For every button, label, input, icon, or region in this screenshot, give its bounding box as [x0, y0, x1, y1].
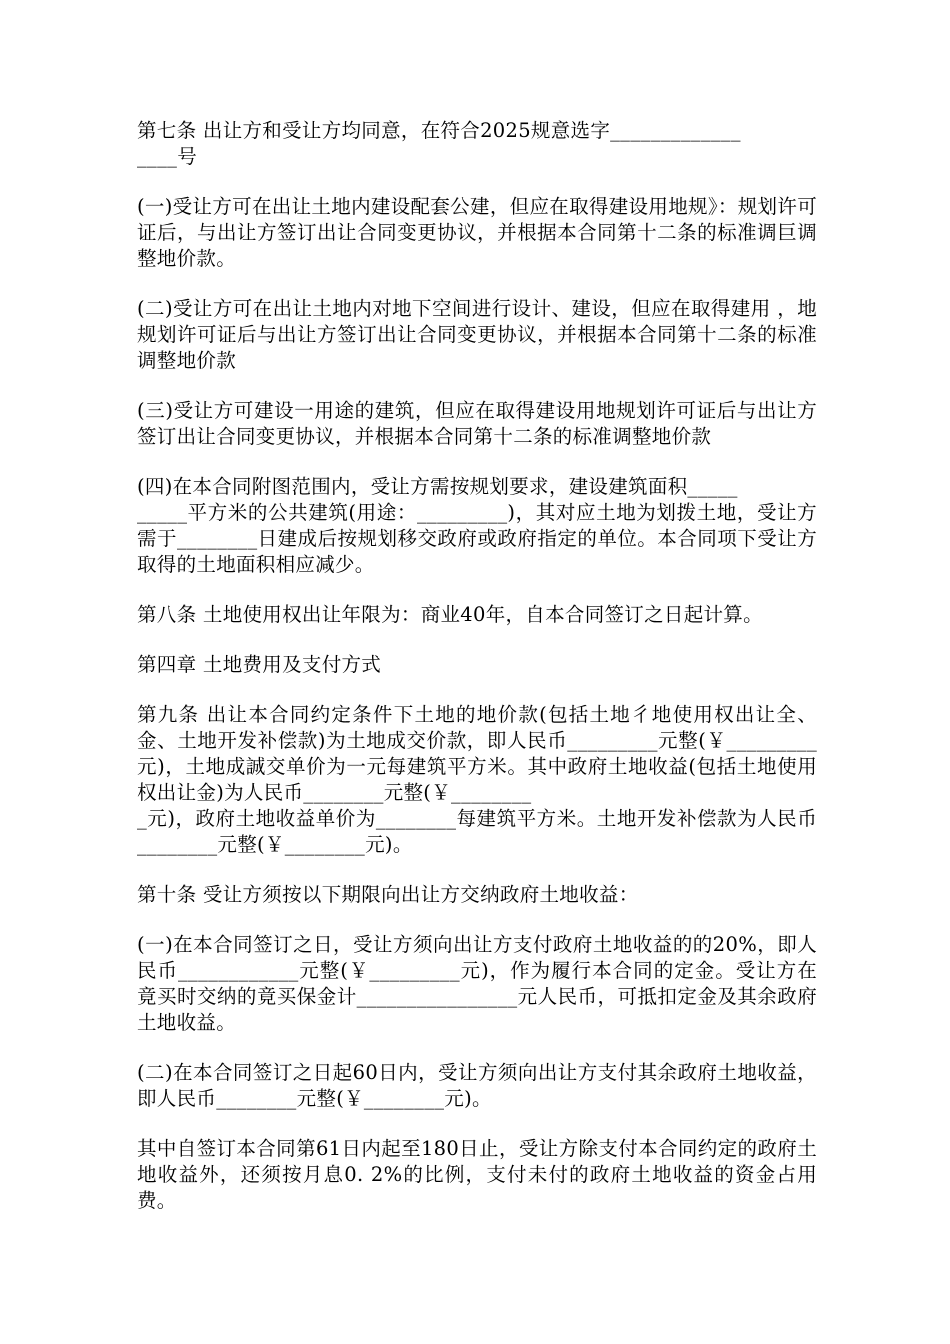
article-10-item-1: (一)在本合同签订之日，受让方须向出让方支付政府土地收益的的20%，即人民币____________元整(￥_________元)，作为履行本合同的定金。受让方在竟买时交纳的竟买保金计________________元人民币，可抵扣定金及其余政府土地收益。	[137, 933, 817, 1034]
article-7-item-1: (一)受让方可在出让土地内建设配套公建，但应在取得建设用地规》：规划许可证后，与出让方签订出让合同变更协议，并根据本合同第十二条的标准调巨调整地价款。	[137, 195, 817, 270]
document-page	[137, 118, 817, 1214]
article-7-item-3: (三)受让方可建设一用途的建筑，但应在取得建设用地规划许可证后与出让方签订出让合同变更协议，并根据本合同第十二条的标准调整地价款	[137, 399, 817, 448]
article-7-item-4: (四)在本合同附图范围内，受让方需按规划要求，建设建筑面积_____ _____平方米的公共建筑(用途：_________)，其对应土地为划拨土地，受让方需于________日建成后按规划移交政府或政府指定的单位。本合同项下受让方取得的土地面积相应减少。	[137, 475, 817, 576]
article-7: 第七条 出让方和受让方均同意，在符合2025规意选字_____________ ____号	[137, 119, 741, 168]
article-7-item-2: (二)受让方可在出让土地内对地下空间进行设计、建设，但应在取得建用 ，地规划许可证后与出让方签订出让合同变更协议，并根据本合同第十二条的标准调整地价款	[137, 297, 817, 372]
chapter-4-heading: 第四章 土地费用及支付方式	[137, 653, 382, 676]
article-9: 第九条 出让本合同约定条件下土地的地价款(包括土地彳地使用权出让全、金、土地开发补偿款)为土地成交价款，即人民币_________元整(￥_________元)，土地成誠交单价为一元每建筑平方米。其中政府土地收益(包括土地使用权出让金)为人民币________元整(￥________ _元)，政府土地收益单价为________每建筑平方米。土地开发补偿款为人民币________元整(￥________元)。	[137, 703, 817, 856]
article-10: 第十条 受让方须按以下期限向出让方交纳政府土地收益：	[137, 883, 639, 906]
article-10-note: 其中自签订本合同第61日内起至180日止，受让方除支付本合同约定的政府土地收益外，还须按月息0. 2%的比例，支付未付的政府土地收益的资金占用费。	[137, 1137, 817, 1212]
article-8: 第八条 土地使用权出让年限为：商业40年，自本合同签订之日起计算。	[137, 603, 763, 626]
article-10-item-2: (二)在本合同签订之日起60日内，受让方须向出让方支付其余政府土地收益，即人民币________元整(￥________元)。	[137, 1061, 817, 1110]
